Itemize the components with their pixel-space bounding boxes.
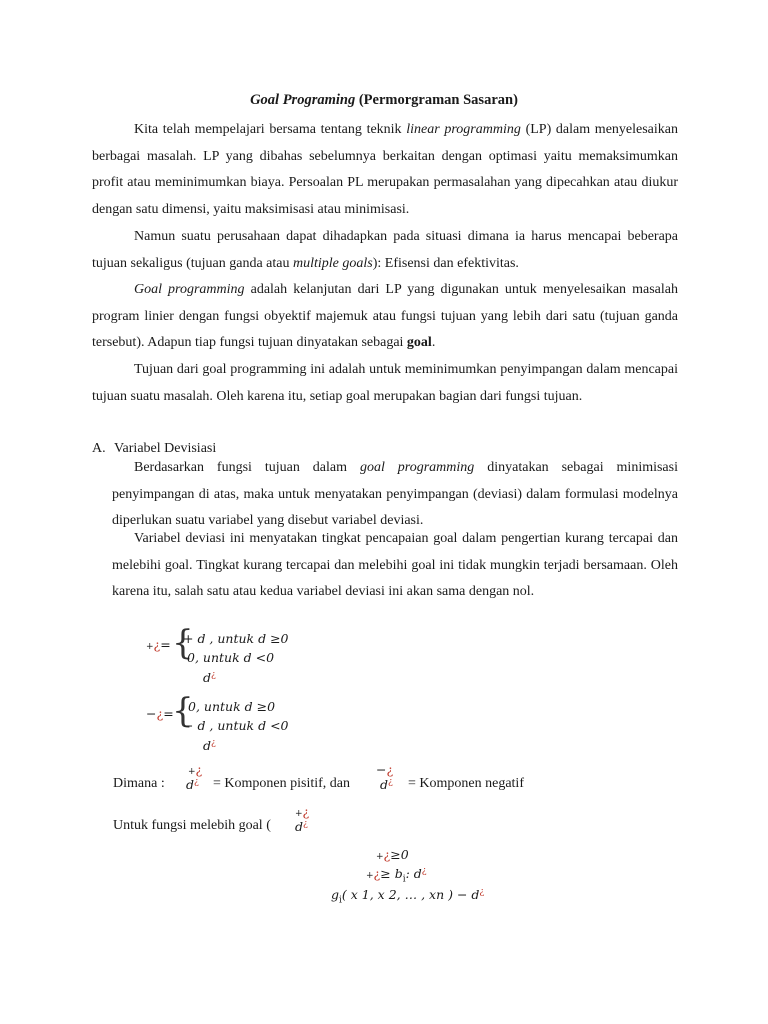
dimana-label: Dimana : xyxy=(113,776,165,791)
p3-text-b: . xyxy=(431,335,436,351)
p1-text-a: Kita telah mempelajari bersama tentang teknik xyxy=(134,122,407,137)
formula-1-case-1: + d , untuk d ≥0 xyxy=(183,631,289,646)
s1-text-b: dinyatakan sebagai minimisasi penyimpangan di atas, maka untuk menyatakan penyimpangan (deviasi) dalam formulasi modelnya diperlukan suatu variabel yang disebut variabel deviasi. xyxy=(112,460,678,529)
paragraph-3 xyxy=(92,277,678,357)
p3-text-a: adalah kelanjutan dari LP yang digunakan untuk menyelesaikan masalah program linier dengan fungsi obyektif majemuk atau fungsi tujuan yang lebih dari satu (tujuan ganda tersebut). Adapun tiap fungsi tujuan dinyatakan sebagai xyxy=(92,282,678,351)
untuk-fungsi-text: Untuk fungsi melebih goal ( xyxy=(113,818,271,833)
section-a-title: Variabel Devisiasi xyxy=(114,441,217,456)
ineq-1: +¿≥0 xyxy=(376,847,409,862)
title-italic: Goal Programing xyxy=(250,92,356,108)
formula-1-d: d¿ xyxy=(203,670,216,686)
komponen-negatif-text: = Komponen negatif xyxy=(408,776,524,791)
dimana-d-plus: d¿ xyxy=(186,777,199,793)
paragraph-1 xyxy=(92,117,678,223)
dimana-d-minus: d¿ xyxy=(380,777,393,793)
formula-1-case-2: 0, untuk d <0 xyxy=(187,650,275,665)
formula-2-case-2: − d , untuk d <0 xyxy=(183,718,289,733)
dimana-plus-top: +¿ xyxy=(188,762,203,777)
paragraph-4 xyxy=(92,357,678,410)
p2-italic: multiple goals xyxy=(293,255,373,271)
page-title xyxy=(0,92,768,109)
formula-2-lhs: −¿= xyxy=(146,706,174,721)
p3-bold-goal: goal xyxy=(406,335,432,351)
title-rest: (Permorgraman Sasaran) xyxy=(355,92,518,108)
p1-italic: linear programming xyxy=(406,122,521,137)
p4-text: Tujuan dari goal programming ini adalah untuk meminimumkan penyimpangan dalam mencapai tujuan suatu masalah. Oleh karena itu, setiap goal merupakan bagian dari fungsi tujuan. xyxy=(92,362,678,404)
ineq-2: +¿≥ $b_i$: d¿ xyxy=(366,866,427,885)
p2-text-b: ): Efisensi dan efektivitas. xyxy=(372,255,519,271)
p2-text-a: Namun suatu perusahaan dapat dihadapkan pada situasi dimana ia harus mencapai beberapa tujuan sekaligus (tujuan ganda atau xyxy=(92,229,678,271)
formula-2-d: d¿ xyxy=(203,738,216,754)
section-a-paragraph-1 xyxy=(112,455,678,535)
section-a-marker: A. xyxy=(92,441,106,456)
goal-function-expr: $g_i$( x 1, x 2, … , xn ) − d¿ xyxy=(331,887,485,906)
p3-italic: Goal programming xyxy=(134,282,245,297)
section-a-paragraph-2 xyxy=(112,526,678,606)
s2-text: Variabel deviasi ini menyatakan tingkat pencapaian goal dalam pengertian kurang tercapai dan melebihi goal. Tingkat kurang tercapai dan melebihi goal ini tidak mungkin terjadi bersamaan. Oleh karena itu, salah satu atau kedua variabel deviasi ini akan sama dengan nol. xyxy=(112,531,678,600)
formula-2-case-1: 0, untuk d ≥0 xyxy=(188,699,276,714)
p1-text-b: (LP) dalam menyelesaikan berbagai masalah. LP yang dibahas sebelumnya berkaitan dengan optimasi yaitu memaksimumkan profit atau meminimumkan biaya. Persoalan PL merupakan permasalahan yang dipecahkan atau diukur dengan satu dimensi, yaitu maksimisasi atau minimisasi. xyxy=(92,122,678,217)
formula-1-brace: { xyxy=(172,623,194,663)
formula-2-brace: { xyxy=(172,691,194,731)
formula-1-lhs: +¿= xyxy=(146,637,171,652)
untuk-d: d¿ xyxy=(295,819,308,835)
paragraph-2 xyxy=(92,224,678,277)
dimana-minus-top: −¿ xyxy=(376,762,394,777)
s1-text-a: Berdasarkan fungsi tujuan dalam xyxy=(134,460,360,475)
komponen-positif-text: = Komponen pisitif, dan xyxy=(213,776,350,791)
s1-italic: goal programming xyxy=(359,460,475,475)
untuk-plus-top: +¿ xyxy=(295,804,310,819)
